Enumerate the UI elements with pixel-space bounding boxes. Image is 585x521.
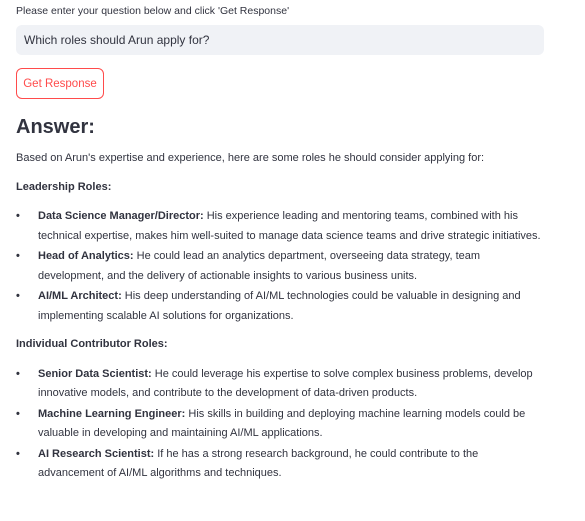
bullet-icon: • [16, 367, 20, 380]
role-title: Data Science Manager/Director: [38, 210, 204, 222]
role-title: AI Research Scientist: [38, 447, 155, 460]
list-item [16, 445, 546, 484]
list-item [16, 207, 546, 246]
bullet-icon: • [16, 447, 20, 460]
role-description: He could lead an analytics department, overseeing data strategy, team development, and the delivery of actionable insights to various business units. [38, 250, 481, 282]
list-item [16, 365, 546, 404]
get-response-button[interactable]: Get Response [16, 68, 104, 99]
bullet-icon: • [16, 250, 20, 262]
answer-heading: Answer: [16, 116, 95, 138]
question-input[interactable] [24, 33, 536, 47]
list-item [16, 287, 546, 326]
individual-contributor-roles-list [16, 365, 546, 484]
leadership-roles-heading: Leadership Roles: [16, 180, 112, 193]
individual-contributor-roles-heading: Individual Contributor Roles: [16, 338, 168, 350]
main-content [16, 0, 546, 485]
role-title: Senior Data Scientist: [38, 367, 152, 380]
role-description: If he has a strong research background, he could contribute to the advancement of AI/ML algorithms and techniques. [38, 447, 479, 479]
bullet-icon: • [16, 407, 20, 420]
role-description: His experience leading and mentoring teams, combined with his technical expertise, makes him well-suited to manage data science teams and drive strategic initiatives. [38, 210, 541, 242]
role-title: Machine Learning Engineer: [38, 407, 186, 420]
role-description: His skills in building and deploying machine learning models could be valuable in developing and maintaining AI/ML applications. [38, 407, 526, 439]
answer-intro: Based on Arun's expertise and experience, here are some roles he should consider applying for: [16, 152, 485, 164]
role-title: AI/ML Architect: [38, 290, 122, 302]
role-description: He could leverage his expertise to solve complex business problems, develop innovative models, and contribute to the development of data-driven products. [38, 367, 533, 399]
question-input-container[interactable] [16, 25, 544, 55]
role-description: His deep understanding of AI/ML technologies could be valuable in designing and implementing scalable AI solutions for organizations. [38, 290, 521, 322]
bullet-icon: • [16, 290, 20, 302]
list-item [16, 405, 546, 444]
bullet-icon: • [16, 210, 20, 222]
role-title: Head of Analytics: [38, 250, 134, 262]
list-item [16, 247, 546, 286]
leadership-roles-list [16, 207, 546, 326]
question-prompt-label: Please enter your question below and click 'Get Response' [16, 5, 290, 17]
